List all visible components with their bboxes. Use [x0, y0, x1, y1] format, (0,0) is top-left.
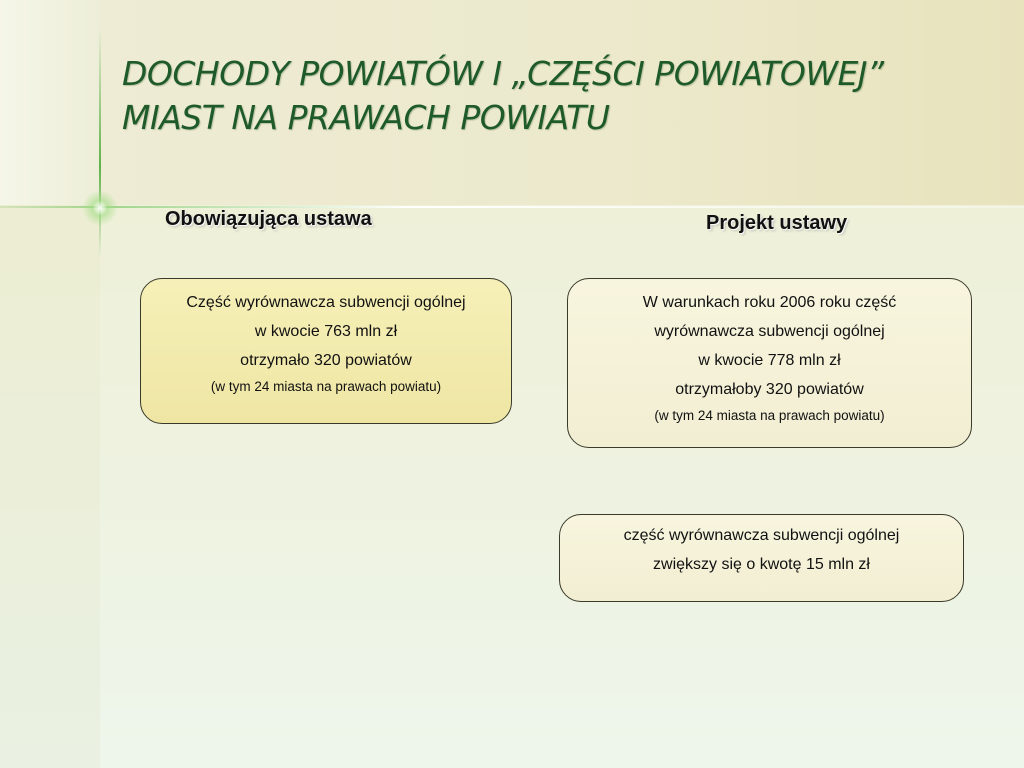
increase-line-2: zwiększy się o kwotę 15 mln zł	[653, 556, 870, 573]
draft-law-heading: Projekt ustawy	[706, 212, 848, 234]
draft-law-line-1: W warunkach roku 2006 roku część	[642, 294, 897, 311]
slide-title-line-2: MIAST NA PRAWACH POWIATU	[122, 98, 610, 137]
draft-law-box	[567, 278, 972, 448]
current-law-line-3: otrzymało 320 powiatów	[240, 352, 412, 369]
draft-law-note: (w tym 24 miasta na prawach powiatu)	[654, 408, 885, 423]
current-law-heading: Obowiązująca ustawa	[165, 208, 372, 230]
decor-horizontal-line	[0, 206, 1024, 208]
current-law-note: (w tym 24 miasta na prawach powiatu)	[210, 379, 442, 394]
draft-law-line-4: otrzymałoby 320 powiatów	[675, 381, 864, 398]
current-law-box	[140, 278, 512, 424]
increase-line-1: część wyrównawcza subwencji ogólnej	[623, 527, 900, 544]
increase-box	[559, 514, 964, 602]
current-law-line-2: w kwocie 763 mln zł	[254, 323, 398, 340]
slide-title	[122, 52, 1002, 140]
current-law-line-1: Część wyrównawcza subwencji ogólnej	[186, 294, 466, 311]
left-decor-stripe-lower	[0, 205, 100, 768]
slide-title-line-1: DOCHODY POWIATÓW I „CZĘŚCI POWIATOWEJ”	[122, 54, 884, 93]
decor-sparkle-icon	[82, 190, 118, 226]
draft-law-line-3: w kwocie 778 mln zł	[698, 352, 841, 369]
draft-law-line-2: wyrównawcza subwencji ogólnej	[654, 323, 885, 340]
